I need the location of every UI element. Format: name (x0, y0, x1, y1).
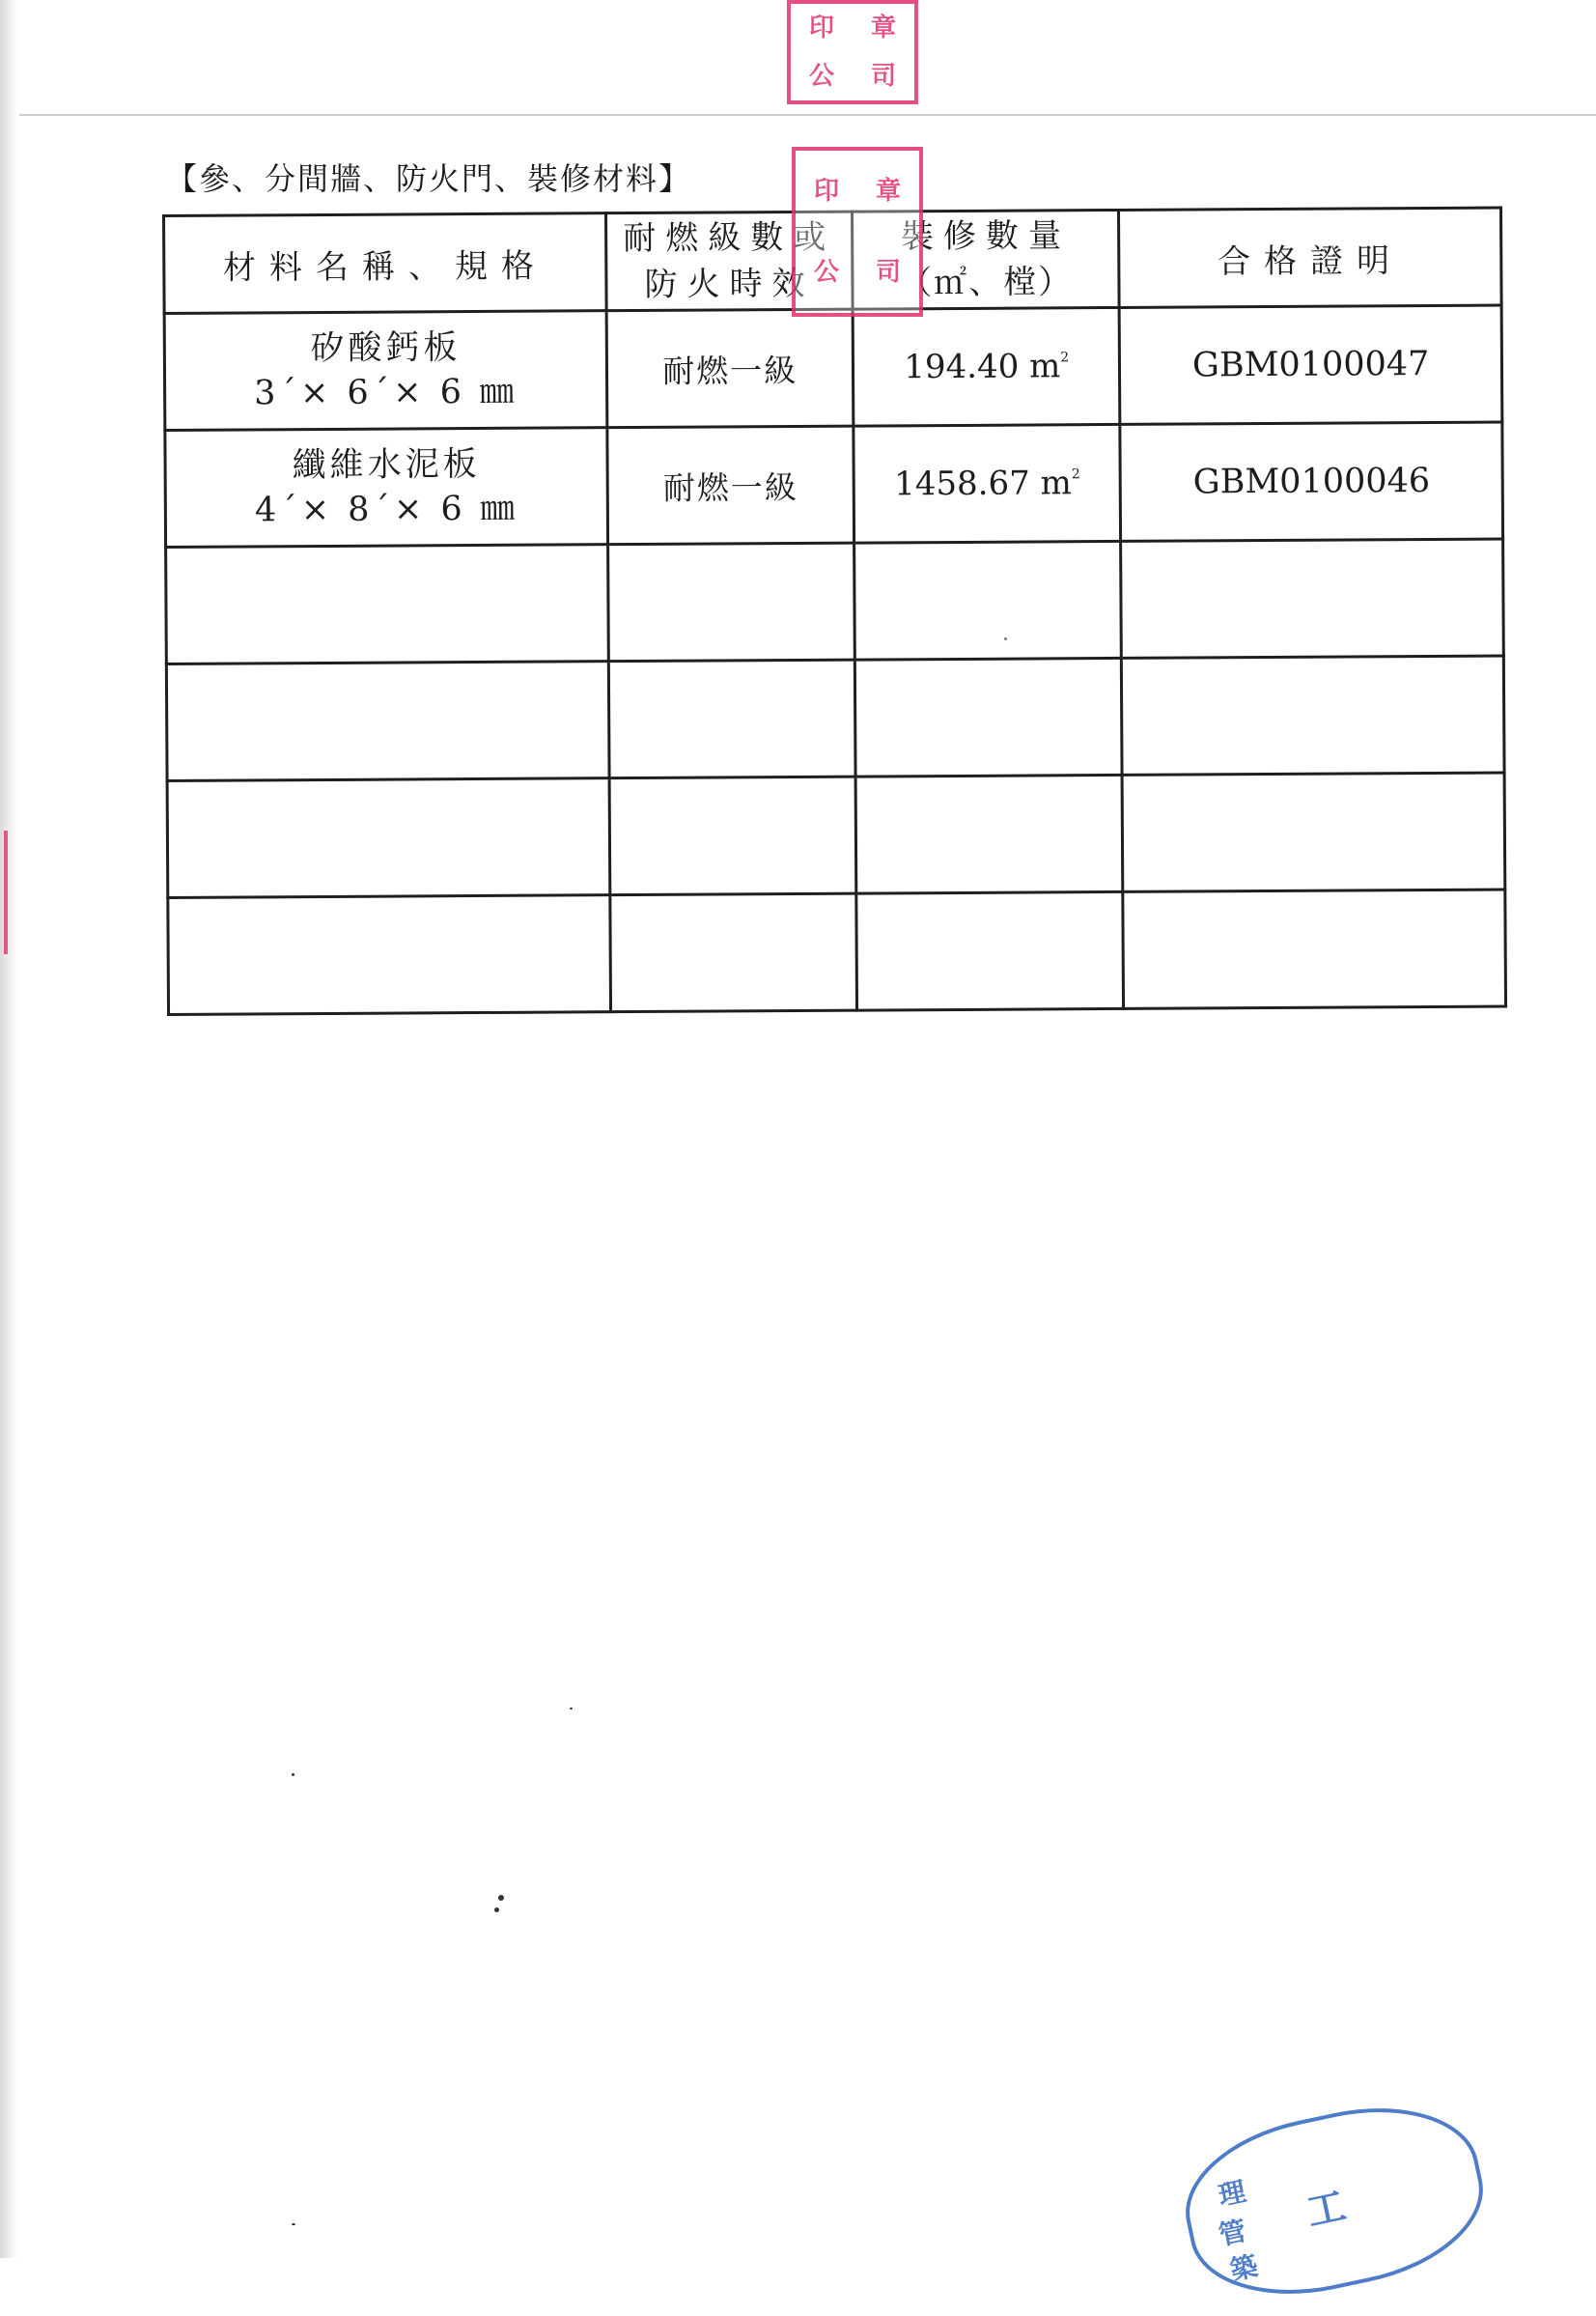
quantity-value: 194.40 m (904, 347, 1061, 387)
spec-dim-b: 8 (348, 490, 374, 529)
empty-cell (1121, 539, 1503, 658)
section-title: 【參、分間牆、防火門、裝修材料】 (166, 160, 692, 197)
materials-table-wrapper (162, 207, 1507, 1012)
material-name: 纖維水泥板 (292, 444, 481, 486)
empty-cell (1122, 773, 1504, 891)
receipt-stamp-char: 工 (1302, 2183, 1351, 2236)
scan-speck (498, 1895, 504, 1901)
receipt-stamp-char: 管 (1216, 2215, 1249, 2252)
table-row (165, 422, 1503, 547)
table-row-empty (167, 773, 1505, 897)
header-grade-line1: 耐燃級數或 (623, 217, 836, 259)
scan-speck (494, 1907, 499, 1912)
spec-unit: ㎜ (479, 372, 518, 411)
empty-cell (167, 778, 610, 898)
material-spec: 3´× 6´× 6 ㎜ (254, 372, 518, 413)
spec-dim-a: 3 (254, 374, 280, 413)
empty-cell (608, 543, 855, 662)
spec-dim-b: 6 (347, 373, 373, 412)
blue-receipt-stamp (1171, 2086, 1498, 2316)
cell-quantity (854, 424, 1121, 543)
spec-unit: ㎜ (480, 489, 518, 528)
cell-grade: 耐燃一級 (607, 426, 854, 545)
empty-cell (1123, 890, 1505, 1008)
cell-certificate: GBM0100046 (1120, 422, 1502, 541)
header-quantity-line2: （㎡、樘） (899, 263, 1074, 303)
cell-grade: 耐燃一級 (606, 309, 854, 428)
table-row-empty (166, 656, 1504, 780)
scan-fold-line (19, 114, 1596, 116)
receipt-stamp-char: 築 (1227, 2249, 1261, 2287)
cell-quantity (853, 307, 1120, 426)
receipt-stamp-char: 理 (1215, 2175, 1249, 2213)
materials-table (162, 207, 1507, 1016)
header-grade-line2: 防火時效 (644, 264, 815, 304)
scan-speck (292, 1773, 294, 1776)
empty-cell (608, 660, 855, 778)
empty-cell (166, 545, 609, 664)
header-quantity-line1: 裝修數量 (900, 216, 1072, 257)
cell-certificate: GBM0100047 (1120, 305, 1502, 424)
quantity-unit-exponent: 2 (1071, 466, 1080, 483)
cell-material (164, 311, 607, 431)
empty-cell (854, 541, 1122, 660)
empty-cell (610, 893, 857, 1012)
spec-dim-c: 6 (439, 373, 466, 412)
header-material: 材料名稱、規格 (164, 213, 607, 314)
empty-cell (854, 658, 1122, 777)
header-certificate: 合格證明 (1119, 208, 1501, 307)
empty-cell (855, 775, 1123, 893)
spec-dim-c: 6 (440, 490, 466, 529)
empty-cell (166, 662, 609, 781)
scan-speck (1004, 637, 1007, 640)
cell-material (165, 428, 608, 548)
red-official-seal: 印 章 公 司 (787, 0, 918, 104)
table-row (164, 305, 1502, 430)
red-overlap-seal: 印 章 公 司 (792, 147, 923, 317)
edge-seal-mark (4, 831, 21, 954)
material-spec: 4´× 8´× 6 ㎜ (254, 489, 518, 530)
empty-cell (856, 891, 1124, 1010)
empty-cell (168, 895, 611, 1015)
table-row-empty (168, 890, 1506, 1014)
scan-page-edge (0, 0, 19, 2258)
scan-speck (292, 2223, 295, 2225)
spec-dim-a: 4 (254, 491, 281, 530)
table-row-empty (166, 539, 1504, 664)
empty-cell (609, 777, 856, 895)
material-name: 矽酸鈣板 (310, 328, 462, 369)
quantity-unit-exponent: 2 (1060, 350, 1070, 366)
quantity-value: 1458.67 m (894, 464, 1072, 504)
scan-speck (570, 1708, 573, 1709)
empty-cell (1122, 656, 1504, 775)
